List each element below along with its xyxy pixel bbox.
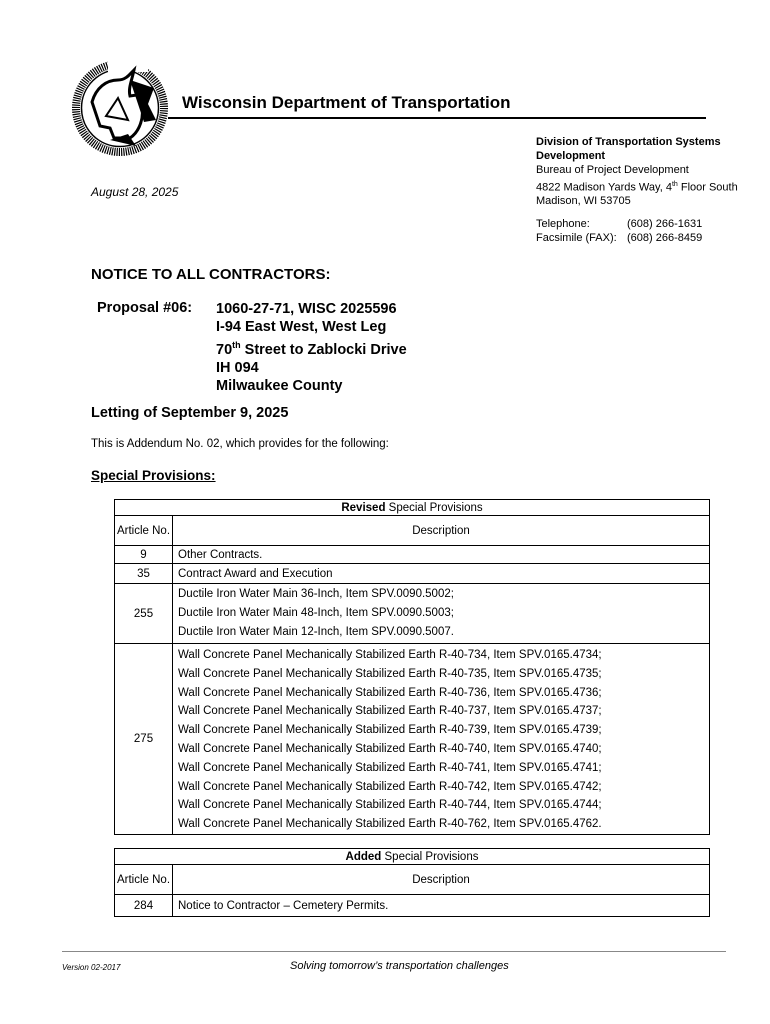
description-line: Wall Concrete Panel Mechanically Stabilized Earth R-40-741, Item SPV.0165.4741; bbox=[178, 761, 602, 774]
description-line: Ductile Iron Water Main 12-Inch, Item SPV.0090.5007. bbox=[178, 626, 454, 638]
special-provisions-heading: Special Provisions: bbox=[91, 468, 216, 483]
proposal-details bbox=[216, 300, 407, 395]
description-line: Wall Concrete Panel Mechanically Stabilized Earth R-40-739, Item SPV.0165.4739; bbox=[178, 724, 602, 737]
column-header-article: Article No. bbox=[115, 865, 173, 895]
street-address-sup: th bbox=[671, 180, 678, 188]
division-address-block bbox=[536, 135, 738, 245]
agency-name: Wisconsin Department of Transportation bbox=[182, 93, 511, 112]
description-line: Wall Concrete Panel Mechanically Stabilized Earth R-40-744, Item SPV.0165.4744; bbox=[178, 799, 602, 812]
description-line: Ductile Iron Water Main 48-Inch, Item SPV.0090.5003; bbox=[178, 607, 454, 619]
added-caption-bold: Added bbox=[345, 850, 382, 863]
column-header-article: Article No. bbox=[115, 516, 173, 546]
telephone-line bbox=[536, 217, 738, 231]
proposal-limits-number: 70 bbox=[216, 341, 233, 358]
description-line: Wall Concrete Panel Mechanically Stabilized Earth R-40-735, Item SPV.0165.4735; bbox=[178, 667, 602, 680]
description-line: Wall Concrete Panel Mechanically Stabilized Earth R-40-762, Item SPV.0165.4762. bbox=[178, 818, 602, 831]
street-address-end: Floor South bbox=[677, 181, 738, 194]
table-row bbox=[115, 644, 710, 835]
header-rule bbox=[168, 117, 706, 119]
street-address bbox=[536, 178, 738, 195]
article-number: 9 bbox=[115, 546, 173, 564]
notice-title: NOTICE TO ALL CONTRACTORS: bbox=[91, 266, 331, 283]
description-line: Ductile Iron Water Main 36-Inch, Item SPV.0090.5002; bbox=[178, 588, 454, 600]
wisconsin-dot-logo-icon bbox=[70, 58, 170, 158]
revised-caption-bold: Revised bbox=[341, 501, 386, 514]
telephone-number: (608) 266-1631 bbox=[627, 217, 703, 230]
proposal-limits bbox=[216, 336, 407, 359]
revised-provisions-table bbox=[114, 499, 710, 835]
proposal-label: Proposal #06: bbox=[97, 300, 193, 316]
description-line: Wall Concrete Panel Mechanically Stabilized Earth R-40-737, Item SPV.0165.4737; bbox=[178, 705, 602, 718]
added-caption-rest: Special Provisions bbox=[381, 850, 479, 863]
division-name-continued: Development bbox=[536, 150, 606, 163]
logo-graphic bbox=[70, 58, 170, 158]
street-address-main: 4822 Madison Yards Way, 4 bbox=[536, 181, 672, 194]
revised-caption-rest: Special Provisions bbox=[385, 501, 483, 514]
article-number: 284 bbox=[115, 895, 173, 917]
table-row bbox=[115, 584, 710, 644]
proposal-limits-text: Street to Zablocki Drive bbox=[240, 341, 407, 358]
description-line: Wall Concrete Panel Mechanically Stabilized Earth R-40-736, Item SPV.0165.4736; bbox=[178, 686, 602, 699]
footer-tagline: Solving tomorrow’s transportation challenges bbox=[290, 960, 509, 972]
city-state-zip: Madison, WI 53705 bbox=[536, 195, 631, 208]
added-table-caption bbox=[115, 849, 710, 865]
fax-label: Facsimile (FAX): bbox=[536, 231, 617, 244]
article-number: 275 bbox=[115, 644, 173, 835]
fax-number: (608) 266-8459 bbox=[627, 231, 703, 244]
description-line: Wall Concrete Panel Mechanically Stabilized Earth R-40-740, Item SPV.0165.4740; bbox=[178, 742, 602, 755]
article-description: Other Contracts. bbox=[173, 546, 710, 564]
article-number: 255 bbox=[115, 584, 173, 644]
proposal-limits-sup: th bbox=[232, 340, 241, 350]
letter-date: August 28, 2025 bbox=[91, 185, 179, 199]
letting-date: Letting of September 9, 2025 bbox=[91, 405, 289, 421]
column-header-description: Description bbox=[173, 516, 710, 546]
description-line: Wall Concrete Panel Mechanically Stabilized Earth R-40-734, Item SPV.0165.4734; bbox=[178, 649, 602, 661]
version-label: Version 02-2017 bbox=[62, 963, 121, 972]
column-header-description: Description bbox=[173, 865, 710, 895]
addendum-intro: This is Addendum No. 02, which provides for the following: bbox=[91, 438, 389, 450]
article-description bbox=[173, 584, 710, 644]
footer-rule bbox=[62, 951, 726, 952]
division-name: Division of Transportation Systems bbox=[536, 136, 721, 148]
article-description: Notice to Contractor – Cemetery Permits. bbox=[173, 895, 710, 917]
proposal-county: Milwaukee County bbox=[216, 377, 343, 394]
added-provisions-table bbox=[114, 848, 710, 917]
proposal-route: IH 094 bbox=[216, 359, 259, 376]
proposal-project-id: 1060-27-71, WISC 2025596 bbox=[216, 301, 397, 317]
table-row bbox=[115, 546, 710, 564]
description-line: Wall Concrete Panel Mechanically Stabilized Earth R-40-742, Item SPV.0165.4742; bbox=[178, 780, 602, 793]
article-number: 35 bbox=[115, 564, 173, 584]
telephone-label: Telephone: bbox=[536, 217, 590, 230]
revised-table-caption bbox=[115, 500, 710, 516]
proposal-highway: I-94 East West, West Leg bbox=[216, 319, 387, 335]
bureau-name: Bureau of Project Development bbox=[536, 164, 689, 177]
article-description: Contract Award and Execution bbox=[173, 564, 710, 584]
table-row bbox=[115, 895, 710, 917]
article-description bbox=[173, 644, 710, 835]
table-row bbox=[115, 564, 710, 584]
fax-line bbox=[536, 231, 738, 245]
